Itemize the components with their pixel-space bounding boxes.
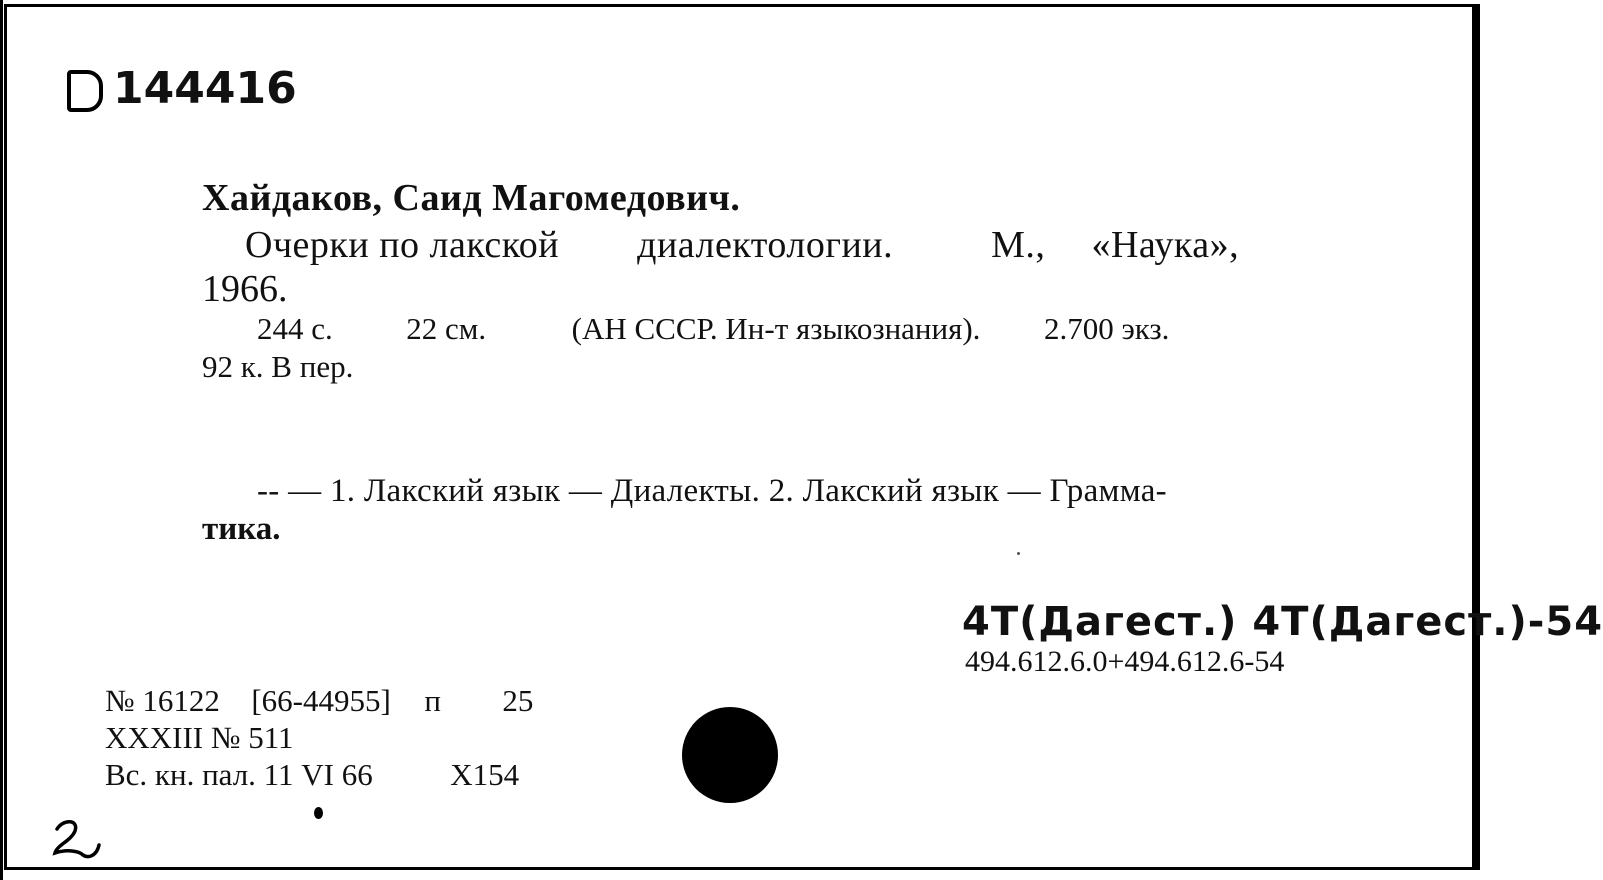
publisher-name: «Наука», — [1091, 224, 1240, 266]
inventory-number: 144416 — [113, 63, 297, 114]
ink-dot — [314, 807, 323, 819]
footer-line-1 — [105, 685, 533, 716]
physical-description — [257, 313, 1169, 344]
card-edge — [0, 0, 3, 880]
price-binding: 92 к. В пер. — [202, 349, 354, 384]
handwritten-classification: 4Т(Дагест.) 4Т(Дагест.)-54 — [962, 599, 1603, 645]
footer-letter: п — [424, 683, 441, 718]
footer-count: 25 — [502, 683, 534, 718]
punch-hole — [682, 707, 778, 803]
speck — [1017, 552, 1020, 555]
print-run: 2.700 экз. — [1043, 311, 1170, 346]
title-line — [245, 226, 1239, 264]
size: 22 см. — [406, 311, 487, 346]
publisher-place: М., — [991, 224, 1046, 266]
subject-headings-cont: тика. — [202, 511, 281, 547]
d-stamp-icon — [67, 70, 103, 112]
footer-code: X154 — [450, 757, 520, 792]
record-number: № 16122 — [105, 683, 220, 718]
page-count: 244 с. — [257, 311, 333, 346]
handwritten-mark-icon — [49, 815, 109, 865]
title-text-2: диалектологии. — [637, 224, 894, 266]
footer-line-2: XXXIII № 511 — [105, 720, 294, 755]
classification-code: 494.612.6.0+494.612.6-54 — [965, 645, 1285, 678]
catalog-card — [4, 4, 1603, 870]
title-text: Очерки по лакской — [245, 224, 560, 266]
footer-line-3 — [105, 759, 519, 790]
author-heading: Хайдаков, Саид Магомедович. — [202, 177, 741, 219]
series: (АН СССР. Ин-т языкознания). — [571, 311, 981, 346]
chamber-date: Вс. кн. пал. 11 VI 66 — [105, 757, 373, 792]
subject-headings: -- — 1. Лакский язык — Диалекты. 2. Лакский язык — Грамма- — [257, 473, 1167, 509]
publication-year: 1966. — [202, 268, 288, 310]
registry-number: [66-44955] — [251, 683, 391, 718]
inventory-mark — [67, 63, 297, 114]
